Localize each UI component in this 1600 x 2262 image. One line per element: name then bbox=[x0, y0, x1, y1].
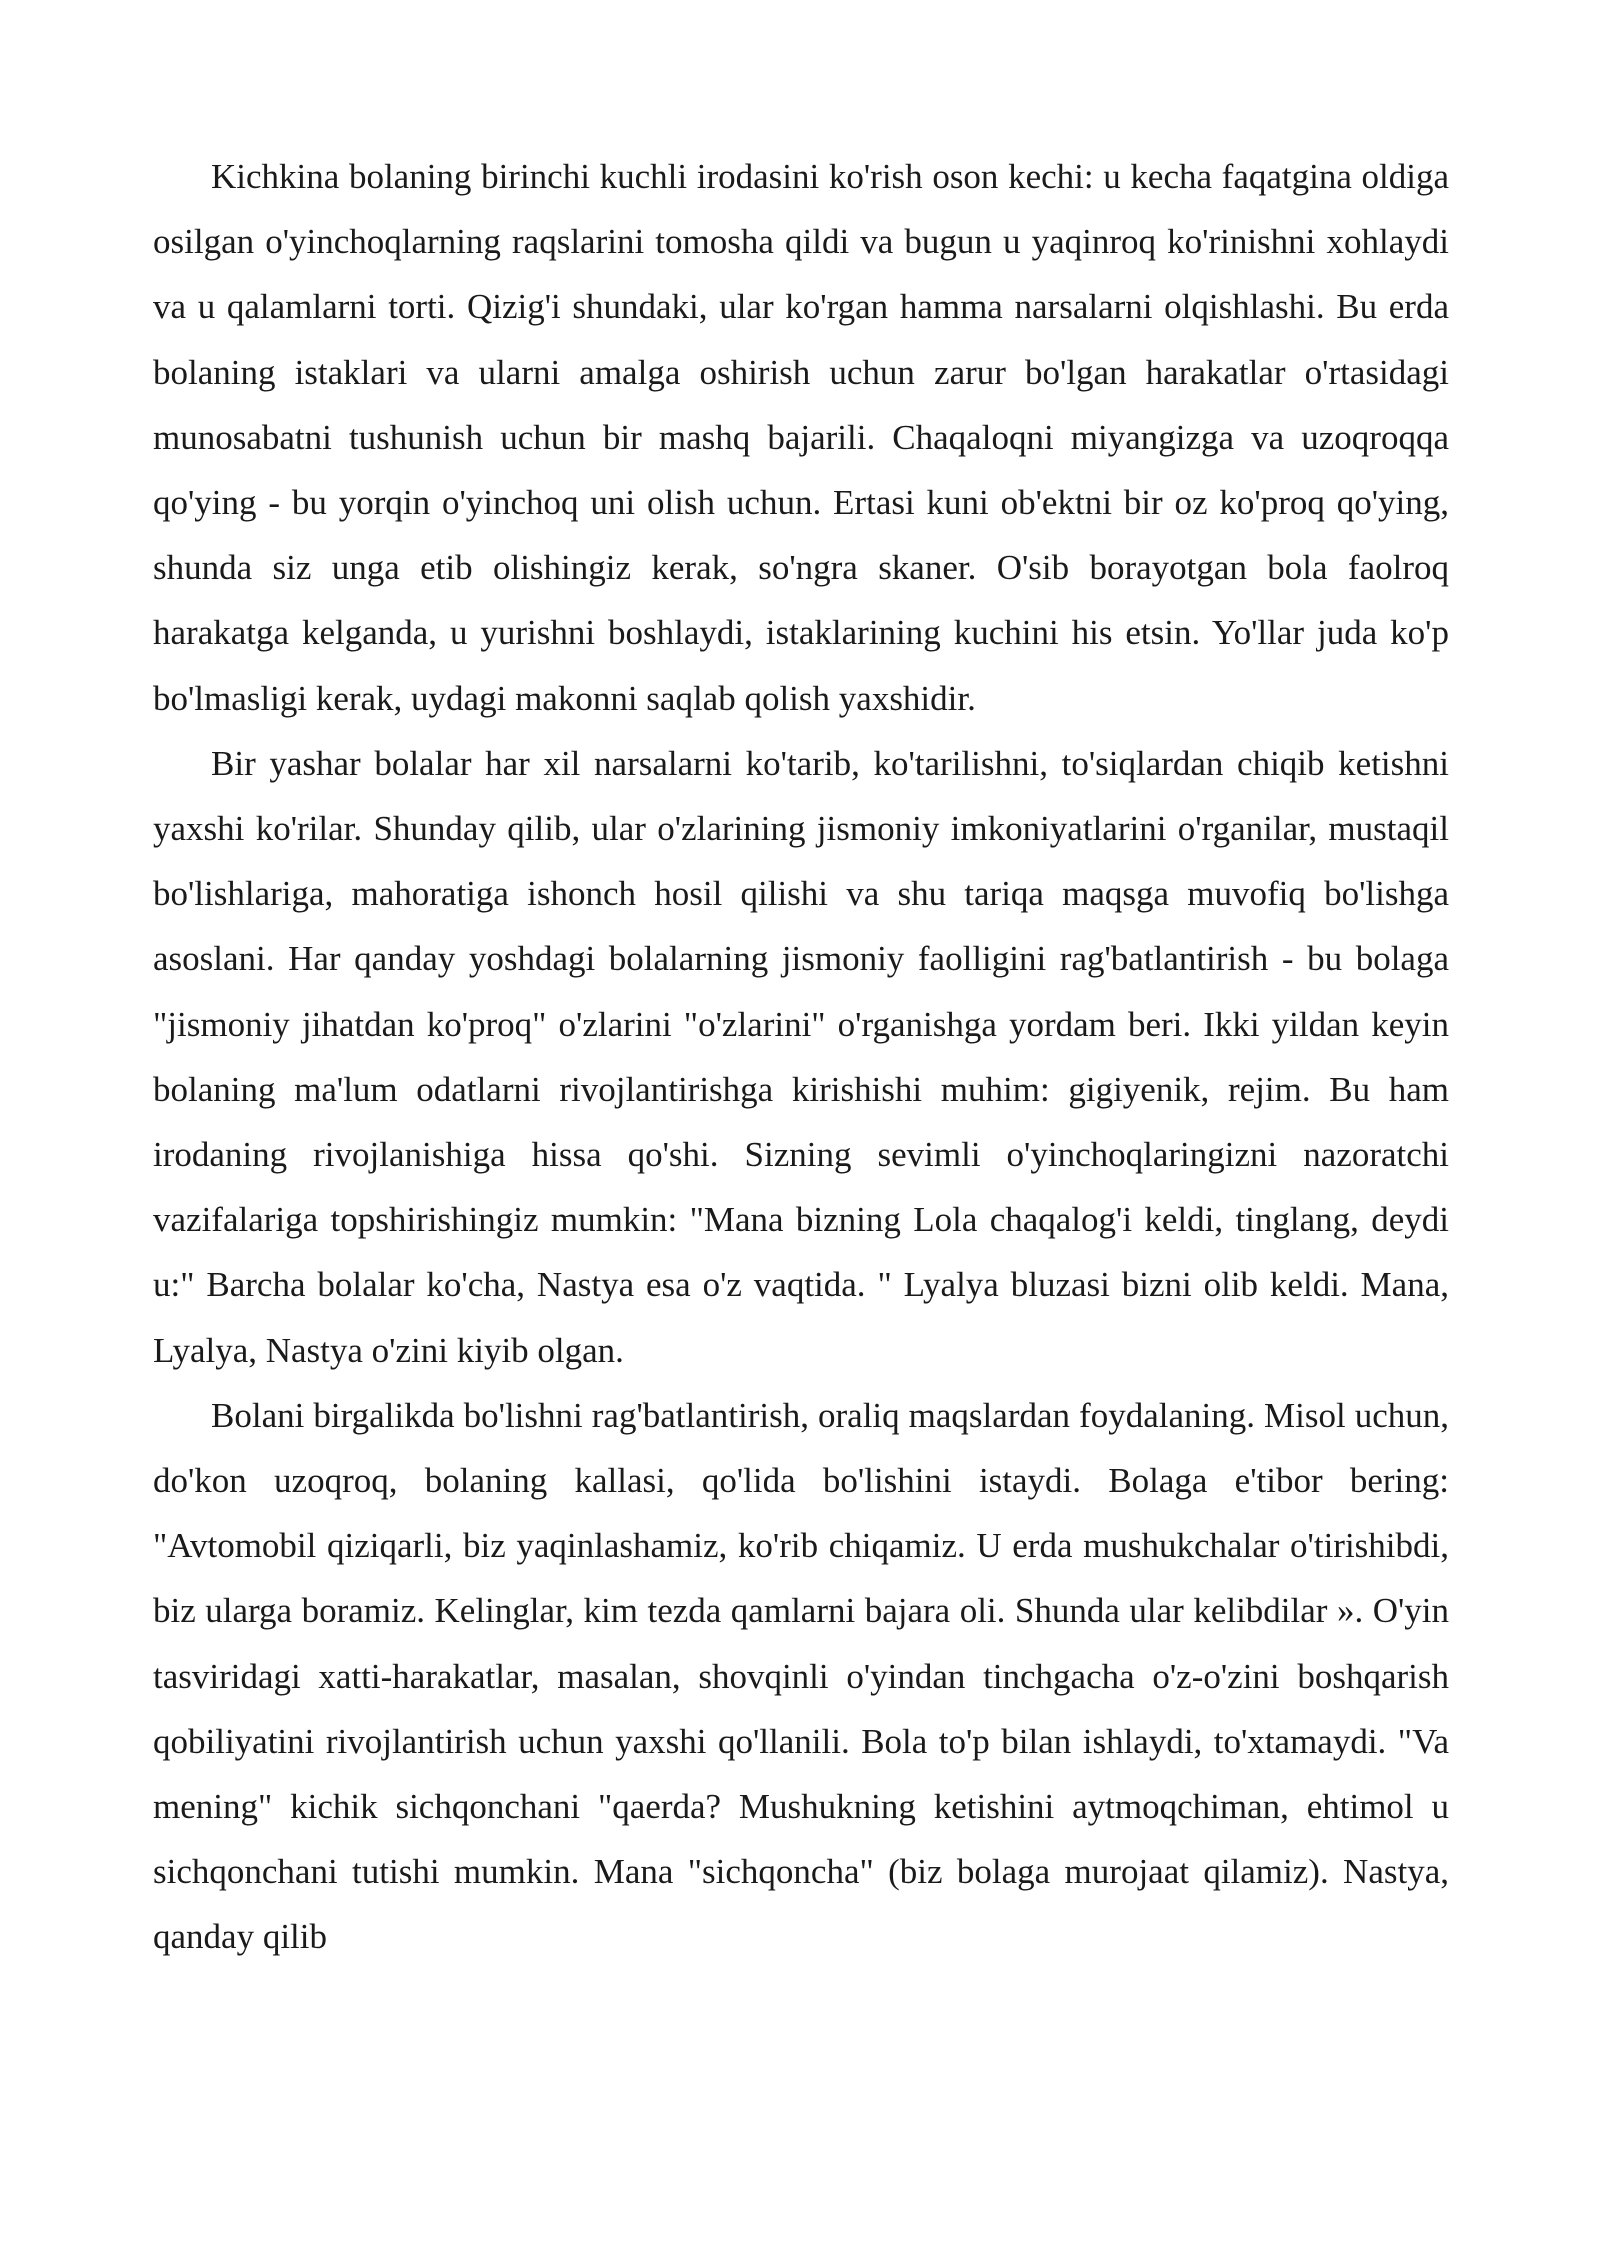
paragraph-2: Bir yashar bolalar har xil narsalarni ko'tarib, ko'tarilishni, to'siqlardan chiqib ketishni yaxshi ko'rilar. Shunday qilib, ular o'zlarining jismoniy imkoniyatlarini o'rganilar, mustaqil bo'lishlariga, mahoratiga ishonch hosil qilishi va shu tariqa maqsga muvofiq bo'lishga asoslani. Har qanday yoshdagi bolalarning jismoniy faolligini rag'batlantirish - bu bolaga "jismoniy jihatdan ko'proq" o'zlarini "o'zlarini" o'rganishga yordam beri. Ikki yildan keyin bolaning ma'lum odatlarni rivojlantirishga kirishishi muhim: gigiyenik, rejim. Bu ham irodaning rivojlanishiga hissa qo'shi. Sizning sevimli o'yinchoqlaringizni nazoratchi vazifalariga topshirishingiz mumkin: "Mana bizning Lola chaqalog'i keldi, tinglang, deydi u:" Barcha bolalar ko'cha, Nastya esa o'z vaqtida. " Lyalya bluzasi bizni olib keldi. Mana, Lyalya, Nastya o'zini kiyib olgan. bbox=[153, 743, 1449, 1370]
paragraph-1: Kichkina bolaning birinchi kuchli irodasini ko'rish oson kechi: u kecha faqatgina oldiga osilgan o'yinchoqlarning raqslarini tomosha qildi va bugun u yaqinroq ko'rinishni xohlaydi va u qalamlarni torti. Qizig'i shundaki, ular ko'rgan hamma narsalarni olqishlashi. Bu erda bolaning istaklari va ularni amalga oshirish uchun zarur bo'lgan harakatlar o'rtasidagi munosabatni tushunish uchun bir mashq bajarili. Chaqaloqni miyangizga va uzoqroqqa qo'ying - bu yorqin o'yinchoq uni olish uchun. Ertasi kuni ob'ektni bir oz ko'proq qo'ying, shunda siz unga etib olishingiz kerak, so'ngra skaner. O'sib borayotgan bola faolroq harakatga kelganda, u yurishni boshlaydi, istaklarining kuchini his etsin. Yo'llar juda ko'p bo'lmasligi kerak, uydagi makonni saqlab qolish yaxshidir. bbox=[153, 157, 1449, 718]
paragraph-3: Bolani birgalikda bo'lishni rag'batlantirish, oraliq maqslardan foydalaning. Misol uchun, do'kon uzoqroq, bolaning kallasi, qo'lida bo'lishini istaydi. Bolaga e'tibor bering: "Avtomobil qiziqarli, biz yaqinlashamiz, ko'rib chiqamiz. U erda mushukchalar o'tirishibdi, biz ularga boramiz. Kelinglar, kim tezda qamlarni bajara oli. Shunda ular kelibdilar ». O'yin tasviridagi xatti-harakatlar, masalan, shovqinli o'yindan tinchgacha o'z-o'zini boshqarish qobiliyatini rivojlantirish uchun yaxshi qo'llanili. Bola to'p bilan ishlaydi, to'xtamaydi. "Va mening" kichik sichqonchani "qaerda? Mushukning ketishini aytmoqchiman, ehtimol u sichqonchani tutishi mumkin. Mana "sichqoncha" (biz bolaga murojaat qilamiz). Nastya, qanday qilib bbox=[153, 1395, 1449, 1957]
document-body bbox=[153, 144, 1449, 1970]
